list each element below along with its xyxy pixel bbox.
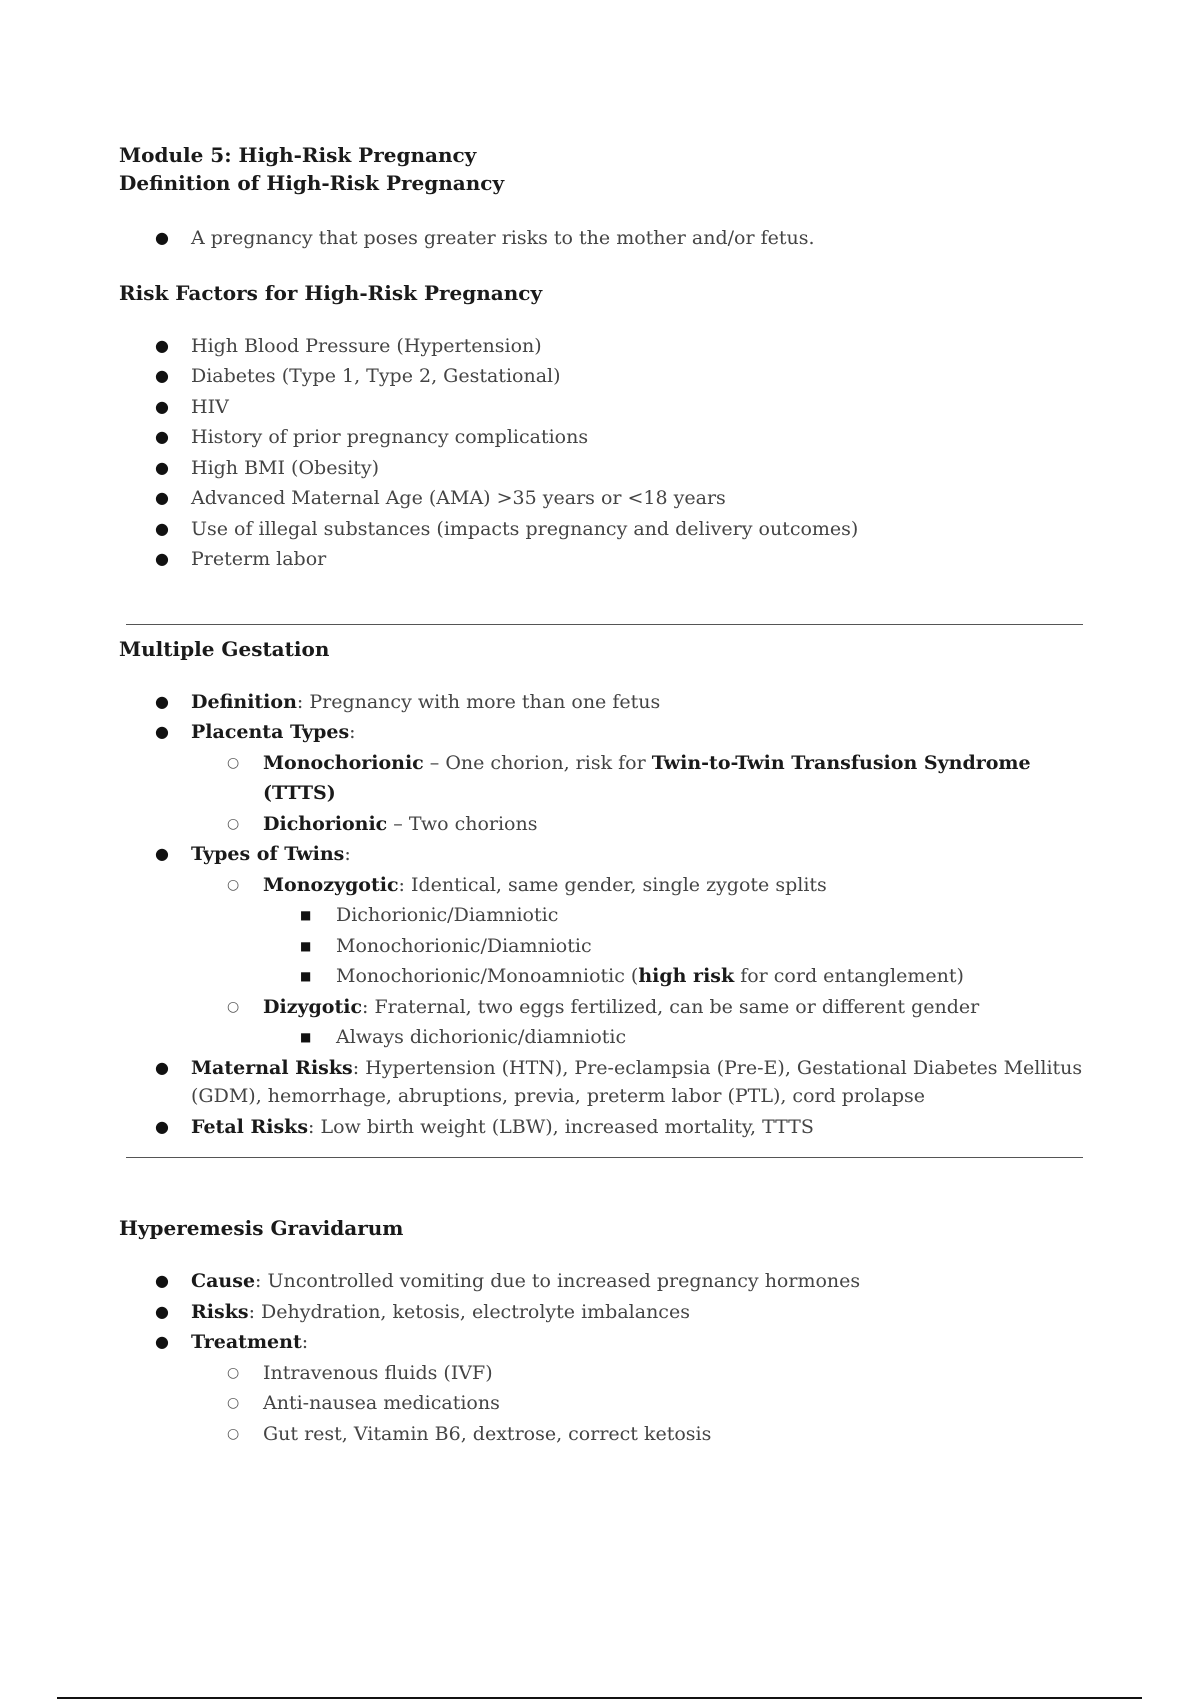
bullet-icon: ● (155, 457, 169, 477)
circle-bullet-icon: ○ (227, 1364, 240, 1381)
document-content (119, 141, 1089, 1449)
list-item: ● Advanced Maternal Age (AMA) >35 years or <18 years (119, 483, 1089, 514)
list-item: ■ Dichorionic/Diamniotic (119, 900, 1089, 931)
list-item: ■ Monochorionic/Diamniotic (119, 931, 1089, 962)
list-item: ○ Monochorionic – One chorion, risk for Twin-to-Twin Transfusion Syndrome (TTTS) (119, 748, 1089, 809)
list-item: ● Types of Twins: (119, 839, 1089, 870)
list-item: ● Fetal Risks: Low birth weight (LBW), increased mortality, TTTS (119, 1112, 1089, 1143)
list-item: ● High BMI (Obesity) (119, 453, 1089, 484)
circle-bullet-icon: ○ (227, 815, 240, 832)
list-item: ● Definition: Pregnancy with more than one fetus (119, 687, 1089, 718)
bullet-icon: ● (155, 488, 169, 507)
bullet-icon: ● (155, 366, 169, 385)
circle-bullet-icon: ○ (227, 754, 240, 771)
square-bullet-icon: ■ (300, 1030, 312, 1044)
bullet-icon: ● (155, 1116, 169, 1136)
square-bullet-icon: ■ (300, 969, 312, 983)
list-item: ● Maternal Risks: Hypertension (HTN), Pre-eclampsia (Pre-E), Gestational Diabetes Mellitus (GDM), hemorrhage, abruptions, previa, preterm labor (PTL), cord prolapse (119, 1053, 1089, 1112)
bullet-icon: ● (155, 427, 169, 446)
section-divider (126, 624, 1083, 625)
bullet-icon: ● (155, 691, 169, 711)
list-item: ● Placenta Types: (119, 717, 1089, 748)
list-item: ○ Anti-nausea medications (119, 1388, 1089, 1419)
page-bottom-rule (57, 1697, 1142, 1699)
list-item: ● Treatment: (119, 1327, 1089, 1358)
bullet-icon: ● (155, 1332, 169, 1351)
list-item: ■ Monochorionic/Monoamniotic (high risk for cord entanglement) (119, 961, 1089, 992)
list-item: ○ Intravenous fluids (IVF) (119, 1358, 1089, 1389)
list-item: ○ Dichorionic – Two chorions (119, 809, 1089, 840)
risk-factors-list (119, 331, 1089, 575)
list-item: ● History of prior pregnancy complications (119, 422, 1089, 453)
square-bullet-icon: ■ (300, 938, 312, 953)
bullet-icon: ● (155, 228, 169, 247)
list-item: ○ Monozygotic: Identical, same gender, single zygote splits (119, 870, 1089, 901)
list-item: ● Preterm labor (119, 544, 1089, 575)
bullet-icon: ● (155, 1301, 169, 1321)
bullet-icon: ● (155, 396, 169, 416)
circle-bullet-icon: ○ (227, 876, 240, 893)
circle-bullet-icon: ○ (227, 1395, 240, 1411)
bullet-icon: ● (155, 518, 169, 538)
definition-heading: Definition of High-Risk Pregnancy (119, 171, 505, 195)
section-divider (126, 1157, 1083, 1158)
list-item: ● HIV (119, 392, 1089, 423)
bullet-icon: ● (155, 844, 169, 863)
list-item: ● High Blood Pressure (Hypertension) (119, 331, 1089, 362)
list-item: ○ Dizygotic: Fraternal, two eggs fertilized, can be same or different gender (119, 992, 1089, 1023)
module-title: Module 5: High-Risk Pregnancy (119, 143, 477, 167)
list-item: ● Risks: Dehydration, ketosis, electrolyte imbalances (119, 1297, 1089, 1328)
hyperemesis-list (119, 1266, 1089, 1449)
bullet-icon: ● (155, 335, 169, 355)
square-bullet-icon: ■ (300, 908, 312, 922)
multiple-gestation-heading: Multiple Gestation (119, 636, 330, 661)
list-item: ● Cause: Uncontrolled vomiting due to increased pregnancy hormones (119, 1266, 1089, 1297)
circle-bullet-icon: ○ (227, 1425, 240, 1442)
list-item: ■ Always dichorionic/diamniotic (119, 1022, 1089, 1053)
list-item: ● A pregnancy that poses greater risks to the mother and/or fetus. (119, 223, 1089, 254)
multiple-gestation-list (119, 687, 1089, 1143)
hyperemesis-heading: Hyperemesis Gravidarum (119, 1216, 404, 1240)
bullet-icon: ● (155, 549, 169, 568)
list-item: ● Use of illegal substances (impacts pregnancy and delivery outcomes) (119, 514, 1089, 545)
definition-list (119, 223, 1089, 254)
bullet-icon: ● (155, 1057, 169, 1077)
bullet-icon: ● (155, 1271, 169, 1290)
circle-bullet-icon: ○ (227, 998, 240, 1015)
list-item: ○ Gut rest, Vitamin B6, dextrose, correct ketosis (119, 1419, 1089, 1450)
list-item: ● Diabetes (Type 1, Type 2, Gestational) (119, 361, 1089, 392)
bullet-icon: ● (155, 722, 169, 741)
risk-factors-heading: Risk Factors for High-Risk Pregnancy (119, 280, 543, 305)
